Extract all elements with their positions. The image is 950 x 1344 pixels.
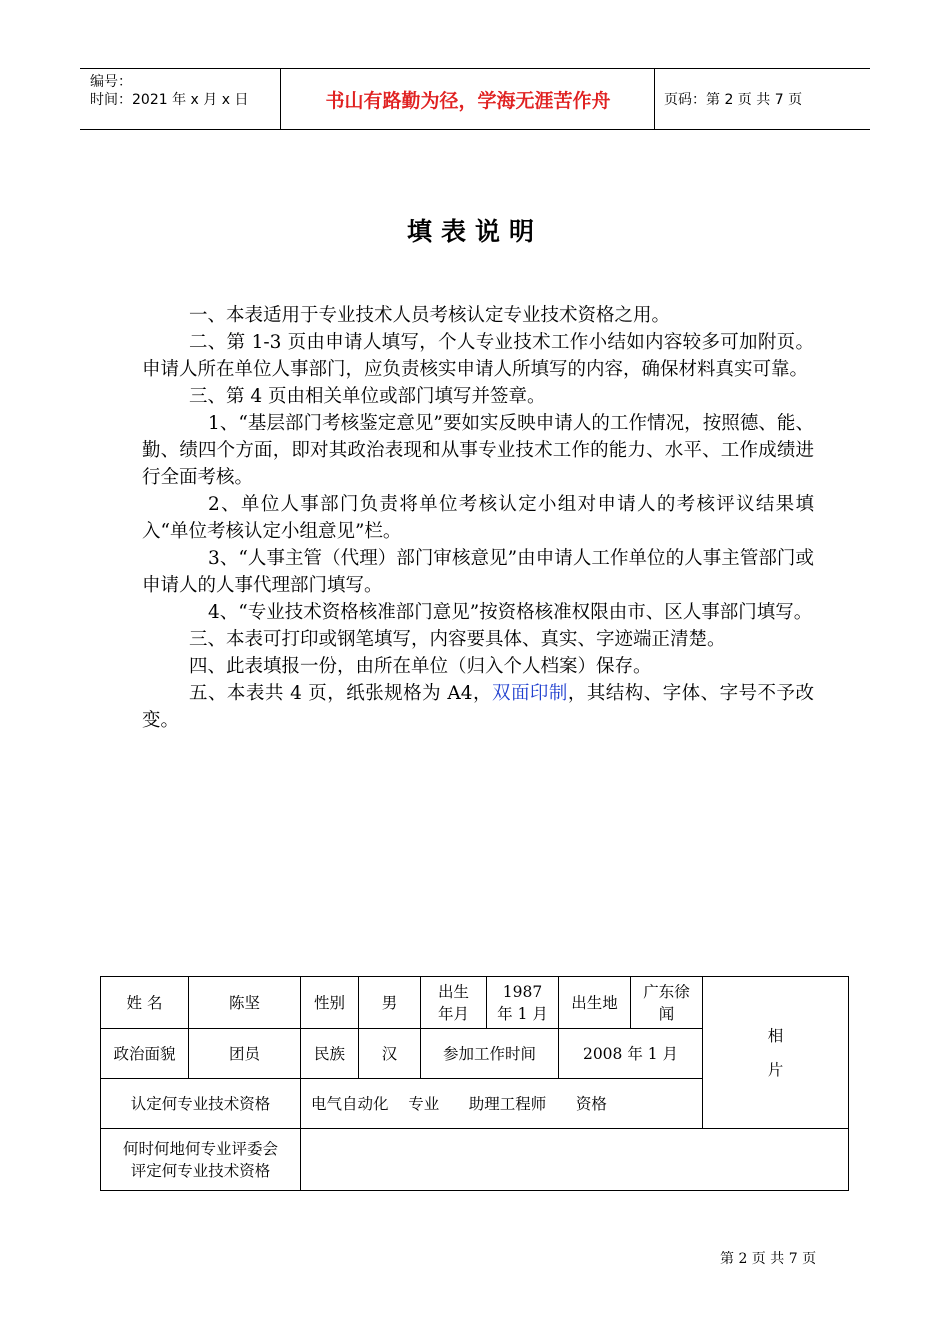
photo-label-line: 片: [767, 1060, 784, 1079]
qualification-label: 认定何专业技术资格: [101, 1079, 301, 1129]
gender-value: 男: [359, 977, 421, 1029]
paragraph: 二、第 1-3 页由申请人填写，个人专业技术工作小结如内容较多可加附页。申请人所在单位人事部门，应负责核实申请人所填写的内容，确保材料真实可靠。: [142, 332, 814, 380]
page-title: 填表说明: [406, 217, 543, 246]
committee-label: [101, 1129, 301, 1191]
political-status-value: 团员: [189, 1029, 301, 1079]
header-motto: 书山有路勤为径，学海无涯苦作舟: [325, 89, 611, 112]
birthplace-line: 广东徐: [643, 982, 690, 1001]
paragraph-text: 五、本表共 4 页，纸张规格为 A4，: [189, 683, 492, 704]
paragraph: 三、第 4 页由相关单位或部门填写并签章。: [189, 386, 546, 407]
birth-date-label: [421, 977, 487, 1029]
committee-value: [301, 1129, 849, 1191]
birth-date-value: [487, 977, 559, 1029]
paragraph: [142, 680, 814, 734]
instructions-body: [142, 302, 814, 734]
paragraph: 4、“专业技术资格核准部门意见”按资格核准权限由市、区人事部门填写。: [208, 602, 813, 623]
header-meta: [90, 73, 248, 109]
photo-box: [703, 977, 849, 1129]
birth-month: 年 1 月: [497, 1004, 548, 1023]
paragraph: 三、本表可打印或钢笔填写，内容要具体、真实、字迹端正清楚。: [189, 629, 726, 650]
birth-date-label-line: 出生: [437, 982, 469, 1001]
document-date: 时间：2021 年 x 月 x 日: [90, 92, 249, 108]
name-label: 姓 名: [101, 977, 189, 1029]
birthplace-line: 闻: [658, 1004, 675, 1023]
page-footer: 第 2 页 共 7 页: [720, 1251, 817, 1267]
name-value: 陈坚: [189, 977, 301, 1029]
paragraph: 四、此表填报一份，由所在单位（归入个人档案）保存。: [189, 656, 652, 677]
committee-label-line: 评定何专业技术资格: [130, 1161, 271, 1180]
birthplace-value: [631, 977, 703, 1029]
page-header: [80, 68, 870, 130]
header-divider: [280, 69, 281, 129]
committee-label-line: 何时何地何专业评委会: [122, 1139, 278, 1158]
paragraph: 一、本表适用于专业技术人员考核认定专业技术资格之用。: [189, 305, 671, 326]
ethnicity-label: 民族: [301, 1029, 359, 1079]
work-start-label: 参加工作时间: [421, 1029, 559, 1079]
birth-date-label-line: 年月: [437, 1004, 469, 1023]
ethnicity-value: 汉: [359, 1029, 421, 1079]
duplex-print-link[interactable]: 双面印制: [492, 683, 568, 704]
photo-label-line: 相: [767, 1026, 784, 1045]
birthplace-label: 出生地: [559, 977, 631, 1029]
paragraph-text: ，其结构、字体、字号不予改变。: [142, 683, 814, 731]
work-start-value: 2008 年 1 月: [559, 1029, 703, 1079]
political-status-label: 政治面貌: [101, 1029, 189, 1079]
qualification-value: 电气自动化 专业 助理工程师 资格: [301, 1079, 703, 1129]
birth-year: 1987: [502, 982, 543, 1001]
applicant-info-table: [100, 976, 849, 1191]
document-number-label: 编号：: [90, 74, 132, 90]
header-divider: [654, 69, 655, 129]
paragraph: 3、“人事主管（代理）部门审核意见”由申请人工作单位的人事主管部门或申请人的人事代理部门填写。: [142, 548, 814, 596]
paragraph: 2、单位人事部门负责将单位考核认定小组对申请人的考核评议结果填入“单位考核认定小组意见”栏。: [142, 494, 814, 542]
paragraph: 1、“基层部门考核鉴定意见”要如实反映申请人的工作情况，按照德、能、勤、绩四个方面，即对其政治表现和从事专业技术工作的能力、水平、工作成绩进行全面考核。: [142, 413, 814, 488]
photo-label: [705, 1019, 846, 1087]
gender-label: 性别: [301, 977, 359, 1029]
header-page-info: 页码：第 2 页 共 7 页: [664, 92, 803, 108]
